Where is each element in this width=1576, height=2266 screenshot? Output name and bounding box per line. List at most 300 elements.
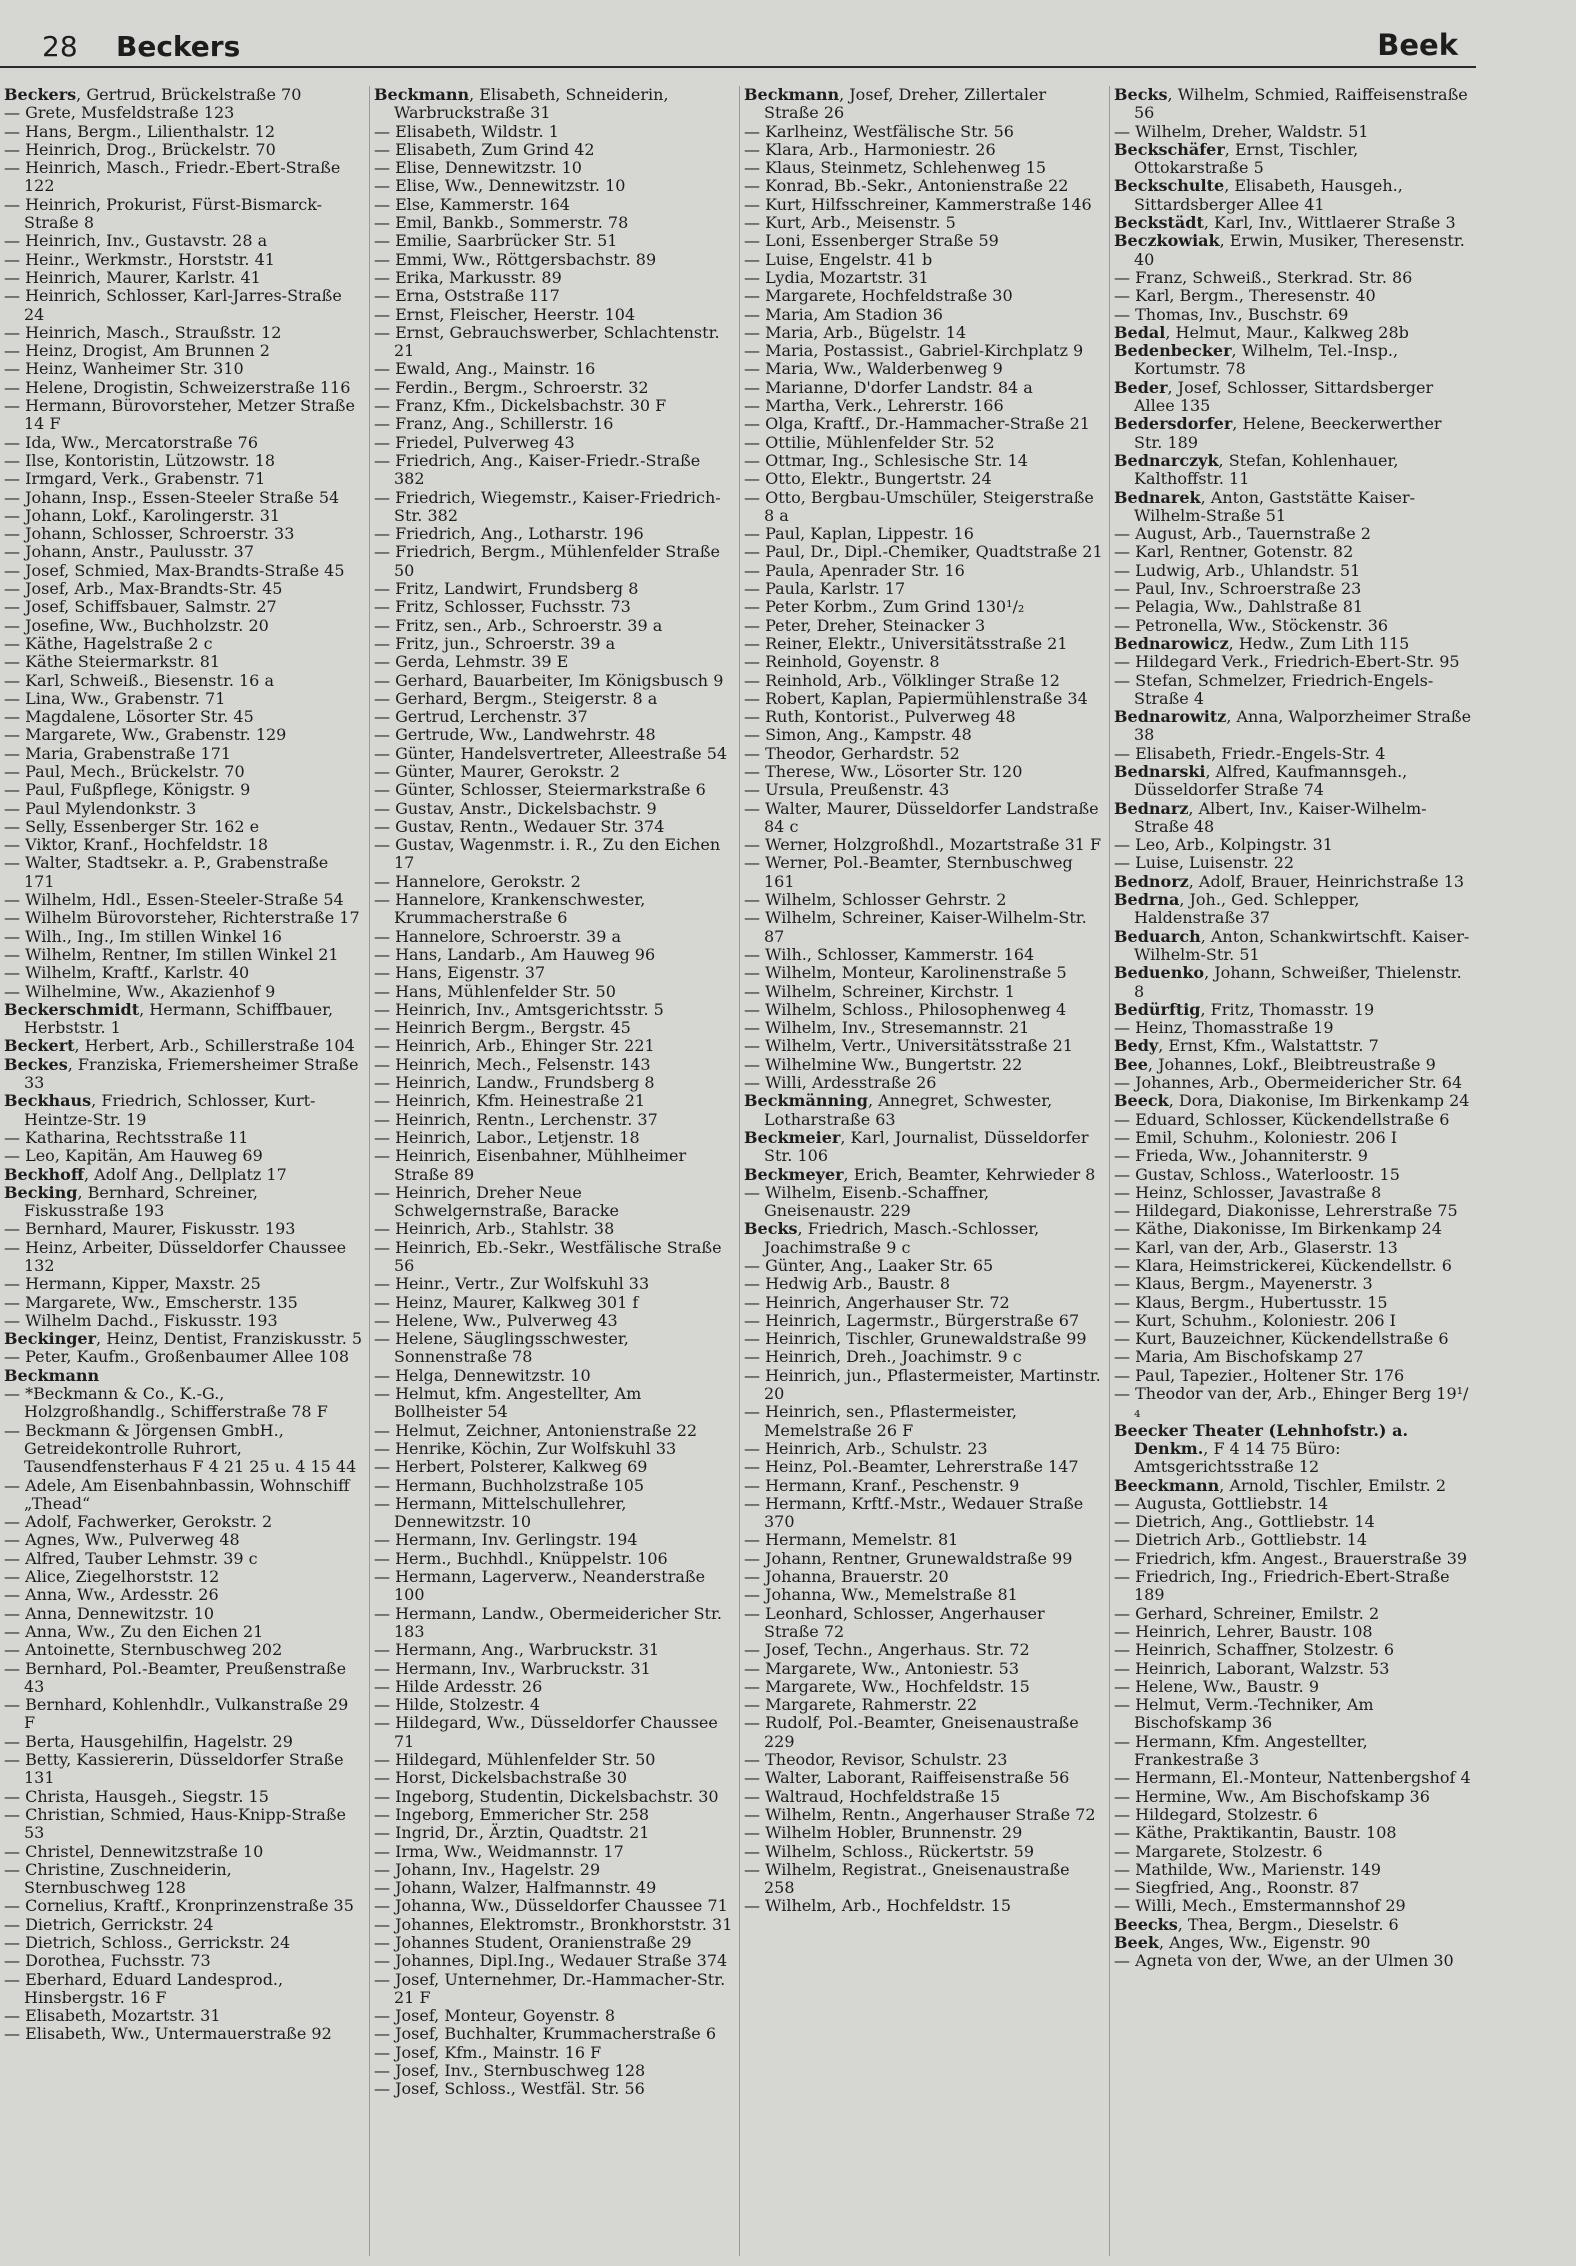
directory-entry: — Walter, Maurer, Düsseldorfer Landstraße 84 c [744, 798, 1099, 836]
directory-entry: — Hermann, Kfm. Angestellter, Frankestraße 3 [1114, 1731, 1368, 1770]
directory-entry: Beckers, Gertrud, Brückelstraße 70 [4, 86, 302, 104]
directory-entry: — Josef, Arb., Max-Brandts-Str. 45 [4, 579, 283, 599]
directory-entry: — Luise, Luisenstr. 22 [1114, 853, 1295, 873]
directory-entry: — Josef, Techn., Angerhaus. Str. 72 [744, 1640, 1030, 1660]
directory-entry: — Margarete, Stolzestr. 6 [1114, 1841, 1323, 1861]
directory-entry: — Martha, Verk., Lehrerstr. 166 [744, 396, 1004, 416]
directory-entry: — Gerda, Lehmstr. 39 E [374, 652, 569, 672]
directory-entry: — Wilhelm, Schreiner, Kaiser-Wilhelm-Str. 87 [744, 908, 1087, 946]
directory-entry: — Reinhold, Arb., Völklinger Straße 12 [744, 670, 1060, 690]
directory-entry: — Heinrich, Arb., Schulstr. 23 [744, 1438, 988, 1458]
directory-entry: — Anna, Ww., Zu den Eichen 21 [4, 1621, 264, 1641]
directory-entry: — Petronella, Ww., Stöckenstr. 36 [1114, 615, 1389, 635]
directory-entry: — Adele, Am Eisenbahnbassin, Wohnschiff „Thead“ [4, 1475, 350, 1513]
directory-entry: — Günter, Handelsvertreter, Alleestraße 54 [374, 743, 728, 763]
directory-entry: — Hermann, El.-Monteur, Nattenbergshof 4 [1114, 1768, 1471, 1788]
directory-entry: Beeckmann, Arnold, Tischler, Emilstr. 2 [1114, 1475, 1447, 1495]
directory-entry: Beduarch, Anton, Schankwirtschft. Kaiser-Wilhelm-Str. 51 [1114, 926, 1470, 964]
directory-entry: — Bernhard, Maurer, Fiskusstr. 193 [4, 1219, 296, 1239]
directory-entry: — Paul Mylendonkstr. 3 [4, 798, 197, 818]
directory-entry: — Olga, Kraftf., Dr.-Hammacher-Straße 21 [744, 414, 1090, 434]
directory-entry: — Wilhelm, Kraftf., Karlstr. 40 [4, 963, 250, 983]
directory-entry: — Günter, Maurer, Gerokstr. 2 [374, 761, 620, 781]
directory-entry: — Paula, Karlstr. 17 [744, 579, 906, 599]
directory-entry: — Wilhelm, Registrat., Gneisenaustraße 258 [744, 1859, 1070, 1898]
directory-entry: — Heinz, Thomasstraße 19 [1114, 1018, 1334, 1038]
directory-entry: — Heinrich, Schaffner, Stolzestr. 6 [1114, 1640, 1395, 1660]
directory-entry: — Wilhelm, Vertr., Universitätsstraße 21 [744, 1036, 1073, 1056]
directory-entry: — Gustav, Schloss., Waterloostr. 15 [1114, 1164, 1400, 1184]
directory-entry: — Wilhelm, Schlosser Gehrstr. 2 [744, 890, 1007, 910]
directory-entry: Becking, Bernhard, Schreiner, Fiskusstraße 193 [4, 1182, 258, 1221]
directory-entry: — Friedrich, kfm. Angest., Brauerstraße 39 [1114, 1548, 1468, 1568]
directory-entry: — Mathilde, Ww., Marienstr. 149 [1114, 1859, 1382, 1879]
directory-entry: — Heinrich, Laborant, Walzstr. 53 [1114, 1658, 1390, 1678]
directory-entry: — Johanna, Brauerstr. 20 [744, 1567, 949, 1587]
directory-entry: — Hermann, Memelstr. 81 [744, 1530, 959, 1550]
directory-entry: — Johanna, Ww., Memelstraße 81 [744, 1585, 1018, 1605]
directory-entry: — Werner, Pol.-Beamter, Sternbuschweg 161 [744, 853, 1073, 891]
directory-entry: — Käthe, Hagelstraße 2 c [4, 633, 213, 653]
directory-entry: — Maria, Am Bischofskamp 27 [1114, 1347, 1364, 1367]
directory-entry: — Hermann, Mittelschullehrer, Dennewitzstr. 10 [374, 1493, 627, 1532]
directory-entry: — Karl, Schweiß., Biesenstr. 16 a [4, 670, 274, 690]
directory-entry: — Heinrich, Prokurist, Fürst-Bismarck-Straße 8 [4, 194, 323, 233]
directory-entry: — Margarete, Hochfeldstraße 30 [744, 286, 1013, 306]
directory-entry: — Simon, Ang., Kampstr. 48 [744, 725, 972, 745]
directory-entry: — Johann, Lokf., Karolingerstr. 31 [4, 505, 281, 525]
directory-entry: — Wilh., Ing., Im stillen Winkel 16 [4, 926, 282, 946]
directory-entry: — Thomas, Inv., Buschstr. 69 [1114, 304, 1349, 324]
directory-entry: — Therese, Ww., Lösorter Str. 120 [744, 761, 1023, 781]
directory-entry: — Hedwig Arb., Baustr. 8 [744, 1274, 951, 1294]
directory-entry: — Rudolf, Pol.-Beamter, Gneisenaustraße 229 [744, 1713, 1079, 1751]
directory-entry: — Heinrich, Masch., Straußstr. 12 [4, 322, 282, 342]
directory-entry: — Elise, Ww., Dennewitzstr. 10 [374, 176, 626, 196]
directory-entry: — Elisabeth, Mozartstr. 31 [4, 2006, 221, 2026]
directory-entry: — Ottilie, Mühlenfelder Str. 52 [744, 432, 995, 452]
directory-entry: — Betty, Kassiererin, Düsseldorfer Straße 131 [4, 1750, 344, 1788]
directory-entry: — Heinz, Wanheimer Str. 310 [4, 359, 244, 379]
directory-entry: — Gustav, Rentn., Wedauer Str. 374 [374, 816, 665, 836]
directory-entry: Bedy, Ernst, Kfm., Walstattstr. 7 [1114, 1036, 1379, 1056]
directory-entry: — Heinrich, jun., Pflastermeister, Martinstr. 20 [744, 1365, 1101, 1404]
directory-entry: — Beckmann & Jörgensen GmbH., Getreidekontrolle Ruhrort, Tausendfensterhaus F 4 21 25 u. 4 15 44 [4, 1420, 357, 1477]
directory-entry: — Heinrich, Maurer, Karlstr. 41 [4, 267, 261, 287]
running-head-right: Beek [1377, 28, 1458, 62]
directory-entry: — Ida, Ww., Mercatorstraße 76 [4, 432, 258, 452]
directory-entry: Beecks, Thea, Bergm., Dieselstr. 6 [1114, 1914, 1399, 1934]
directory-entry: — Heinrich, sen., Pflastermeister, Memelstraße 26 F [744, 1402, 1017, 1440]
directory-entry: — Maria, Postassist., Gabriel-Kirchplatz 9 [744, 341, 1084, 361]
directory-entry: — Ursula, Preußenstr. 43 [744, 780, 950, 800]
directory-entry: — Fritz, jun., Schroerstr. 39 a [374, 633, 616, 653]
directory-entry: Beckhoff, Adolf Ang., Dellplatz 17 [4, 1164, 287, 1184]
directory-entry: — Lydia, Mozartstr. 31 [744, 267, 929, 287]
directory-entry: — Wilhelm, Hdl., Essen-Steeler-Straße 54 [4, 890, 344, 910]
directory-entry: — Josefine, Ww., Buchholzstr. 20 [4, 615, 269, 635]
directory-entry: — Kurt, Arb., Meisenstr. 5 [744, 213, 956, 233]
directory-entry: — Christel, Dennewitzstraße 10 [4, 1841, 264, 1861]
directory-entry: — Helmut, Zeichner, Antonienstraße 22 [374, 1420, 698, 1440]
directory-entry: — Friedrich, Ing., Friedrich-Ebert-Straße 189 [1114, 1567, 1450, 1605]
directory-entry: — Robert, Kaplan, Papiermühlenstraße 34 [744, 688, 1088, 708]
directory-entry: — Heinrich, Lagermstr., Bürgerstraße 67 [744, 1310, 1080, 1330]
directory-entry: — Elisabeth, Zum Grind 42 [374, 139, 595, 159]
directory-entry: — Wilhelmine, Ww., Akazienhof 9 [4, 981, 276, 1001]
directory-entry: — Helene, Ww., Baustr. 9 [1114, 1676, 1320, 1696]
directory-entry: — Heinrich, Rentn., Lerchenstr. 37 [374, 1109, 658, 1129]
directory-entry: — Klara, Arb., Harmoniestr. 26 [744, 139, 996, 159]
directory-entry: — Reinhold, Goyenstr. 8 [744, 652, 940, 672]
directory-entry: — Heinz, Arbeiter, Düsseldorfer Chaussee 132 [4, 1237, 347, 1275]
directory-entry: — Henrike, Köchin, Zur Wolfskuhl 33 [374, 1438, 677, 1458]
directory-entry: — Hannelore, Gerokstr. 2 [374, 871, 581, 891]
directory-entry: — Heinrich, Arb., Ehinger Str. 221 [374, 1036, 655, 1056]
directory-entry: — Maria, Arb., Bügelstr. 14 [744, 322, 967, 342]
directory-entry: — Josef, Inv., Sternbuschweg 128 [374, 2061, 646, 2081]
directory-entry: — Paul, Tapezier., Holtener Str. 176 [1114, 1365, 1405, 1385]
directory-entry: — Helene, Ww., Pulverweg 43 [374, 1310, 618, 1330]
directory-entry: Beeck, Dora, Diakonise, Im Birkenkamp 24 [1114, 1091, 1470, 1111]
directory-entry: — Paul, Inv., Schroerstraße 23 [1114, 579, 1362, 599]
directory-entry: — Josef, Buchhalter, Krummacherstraße 6 [374, 2024, 717, 2044]
directory-entry: — Franz, Ang., Schillerstr. 16 [374, 414, 614, 434]
directory-entry: — Ernst, Fleischer, Heerstr. 104 [374, 304, 636, 324]
directory-entry: — Irma, Ww., Weidmannstr. 17 [374, 1841, 624, 1861]
directory-entry: — Erika, Markusstr. 89 [374, 267, 562, 287]
directory-entry: — Hildegard, Stolzestr. 6 [1114, 1804, 1318, 1824]
directory-entry: — Herm., Buchhdl., Knüppelstr. 106 [374, 1548, 668, 1568]
directory-entry: — Hildegard Verk., Friedrich-Ebert-Str. 95 [1114, 652, 1460, 672]
directory-entry: — Heinrich, Dreh., Joachimstr. 9 c [744, 1347, 1022, 1367]
directory-entry: — Friedrich, Bergm., Mühlenfelder Straße 50 [374, 542, 720, 580]
directory-entry: — Heinrich, Schlosser, Karl-Jarres-Straße 24 [4, 286, 342, 324]
directory-entry: — Heinrich, Labor., Letjenstr. 18 [374, 1127, 640, 1147]
directory-entry: — Hans, Landarb., Am Hauweg 96 [374, 944, 656, 964]
directory-entry: — Paula, Apenrader Str. 16 [744, 560, 965, 580]
directory-entry: Beckerschmidt, Hermann, Schiffbauer, Herbststr. 1 [4, 999, 334, 1038]
directory-entry: — Hilde, Stolzestr. 4 [374, 1695, 541, 1715]
directory-entry: — Horst, Dickelsbachstraße 30 [374, 1768, 628, 1788]
directory-entry: — Ingeborg, Studentin, Dickelsbachstr. 30 [374, 1786, 719, 1806]
directory-entry: — Theodor van der, Arb., Ehinger Berg 19¹/₄ [1114, 1384, 1469, 1422]
directory-entry: — Günter, Schlosser, Steiermarkstraße 6 [374, 780, 706, 800]
directory-entry: — Dorothea, Fuchsstr. 73 [4, 1951, 211, 1971]
directory-entry: Beduenko, Johann, Schweißer, Thielenstr. 8 [1114, 963, 1462, 1001]
directory-entry: — Emmi, Ww., Röttgersbachstr. 89 [374, 249, 657, 269]
directory-entry: — Karl, Rentner, Gotenstr. 82 [1114, 542, 1354, 562]
directory-entry: — Friedrich, Wiegemstr., Kaiser-Friedrich-Str. 382 [374, 487, 721, 525]
directory-entry: — Johann, Insp., Essen-Steeler Straße 54 [4, 487, 340, 507]
directory-entry: — Heinrich, Eisenbahner, Mühlheimer Straße 89 [374, 1146, 687, 1184]
directory-entry: — Günter, Ang., Laaker Str. 65 [744, 1256, 994, 1275]
directory-entry: — Otto, Bergbau-Umschüler, Steigerstraße 8 a [744, 487, 1094, 525]
directory-entry: — Franz, Kfm., Dickelsbachstr. 30 F [374, 396, 667, 416]
directory-entry: Bednarowicz, Hedw., Zum Lith 115 [1114, 633, 1410, 653]
directory-entry: — Johanna, Ww., Düsseldorfer Chaussee 71 [374, 1896, 728, 1916]
directory-entry: Bedenbecker, Wilhelm, Tel.-Insp., Kortumstr. 78 [1114, 341, 1399, 379]
directory-entry: — Emil, Bankb., Sommerstr. 78 [374, 213, 629, 233]
directory-entry: — Käthe, Diakonisse, Im Birkenkamp 24 [1114, 1219, 1442, 1239]
directory-entry: — Hannelore, Krankenschwester, Krummacherstraße 6 [374, 890, 646, 928]
directory-entry: — Heinrich, Lehrer, Baustr. 108 [1114, 1621, 1373, 1641]
directory-entry: — Hans, Bergm., Lilienthalstr. 12 [4, 121, 276, 141]
directory-entry: Bedersdorfer, Helene, Beeckerwerther Str. 189 [1114, 414, 1442, 452]
column-1 [0, 86, 370, 2256]
directory-entry: Bednorz, Adolf, Brauer, Heinrichstraße 13 [1114, 871, 1465, 891]
directory-entry: Beckert, Herbert, Arb., Schillerstraße 104 [4, 1036, 355, 1056]
directory-entry: — Gerhard, Schreiner, Emilstr. 2 [1114, 1603, 1380, 1623]
directory-entry: — Hermine, Ww., Am Bischofskamp 36 [1114, 1786, 1430, 1806]
directory-entry: Bee, Johannes, Lokf., Bleibtreustraße 9 [1114, 1054, 1436, 1074]
directory-entry: — Ilse, Kontoristin, Lützowstr. 18 [4, 450, 276, 470]
directory-entry: — Johannes, Arb., Obermeidericher Str. 64 [1114, 1073, 1463, 1093]
directory-entry: — Reiner, Elektr., Universitätsstraße 21 [744, 633, 1068, 653]
directory-entry: — August, Arb., Tauernstraße 2 [1114, 524, 1371, 544]
directory-entry: — Hermann, Ang., Warbruckstr. 31 [374, 1640, 660, 1660]
directory-entry: — Konrad, Bb.-Sekr., Antonienstraße 22 [744, 176, 1069, 196]
directory-entry: — Christine, Zuschneiderin, Sternbuschweg 128 [4, 1859, 232, 1898]
directory-entry: — Hermann, Kipper, Maxstr. 25 [4, 1274, 261, 1294]
directory-entry: — Peter, Dreher, Steinacker 3 [744, 615, 986, 635]
directory-entry: — Johann, Inv., Hagelstr. 29 [374, 1859, 601, 1879]
page-number: 28 [42, 30, 78, 63]
directory-entry: — Hans, Mühlenfelder Str. 50 [374, 981, 616, 1001]
directory-entry: — Friedrich, Ang., Lotharstr. 196 [374, 524, 644, 544]
directory-entry: — Elise, Dennewitzstr. 10 [374, 158, 582, 178]
directory-entry: — Margarete, Ww., Antoniestr. 53 [744, 1658, 1019, 1678]
directory-entry: — Ferdin., Bergm., Schroerstr. 32 [374, 377, 649, 397]
directory-entry: — Gerhard, Bergm., Steigerstr. 8 a [374, 688, 658, 708]
directory-entry: Beckschulte, Elisabeth, Hausgeh., Sittardsberger Allee 41 [1114, 176, 1403, 214]
directory-entry: — Paul, Kaplan, Lippestr. 16 [744, 524, 974, 544]
directory-entry: — Stefan, Schmelzer, Friedrich-Engels-Straße 4 [1114, 670, 1434, 708]
directory-entry: — Paul, Dr., Dipl.-Chemiker, Quadtstraße 21 [744, 542, 1103, 562]
directory-entry: — Johann, Rentner, Grunewaldstraße 99 [744, 1548, 1073, 1568]
directory-entry: — Helga, Dennewitzstr. 10 [374, 1365, 591, 1385]
directory-entry: — Kurt, Bauzeichner, Kückendellstraße 6 [1114, 1329, 1449, 1349]
directory-entry: — Dietrich, Schloss., Gerrickstr. 24 [4, 1932, 291, 1952]
directory-entry: — Helmut, kfm. Angestellter, Am Bollheister 54 [374, 1384, 642, 1422]
directory-entry: — Berta, Hausgehilfin, Hagelstr. 29 [4, 1731, 293, 1751]
directory-entry: — Wilhelmine Ww., Bungertstr. 22 [744, 1054, 1023, 1074]
directory-entry: — Walter, Laborant, Raiffeisenstraße 56 [744, 1768, 1070, 1788]
directory-entry: — Dietrich, Ang., Gottliebstr. 14 [1114, 1512, 1375, 1532]
directory-entry: — Wilhelm Bürovorsteher, Richterstraße 17 [4, 908, 360, 928]
directory-entry: Beecker Theater (Lehnhofstr.) a. Denkm., F 4 14 75 Büro: Amtsgerichtsstraße 12 [1114, 1420, 1409, 1477]
directory-entry: — Josef, Schmied, Max-Brandts-Straße 45 [4, 560, 345, 580]
directory-entry: — Gustav, Wagenmstr. i. R., Zu den Eichen 17 [374, 835, 721, 873]
directory-entry: — Karl, van der, Arb., Glaserstr. 13 [1114, 1237, 1398, 1257]
column-2 [370, 86, 740, 2256]
directory-entry: — Friedel, Pulverweg 43 [374, 432, 575, 452]
directory-entry: — Heinrich, Inv., Gustavstr. 28 a [4, 231, 268, 251]
directory-entry: — Heinr., Werkmstr., Horststr. 41 [4, 249, 275, 269]
directory-entry: — Anna, Ww., Ardesstr. 26 [4, 1585, 219, 1605]
directory-entry: Beckschäfer, Ernst, Tischler, Ottokarstraße 5 [1114, 139, 1359, 178]
directory-entry: Beckes, Franziska, Friemersheimer Straße 33 [4, 1054, 359, 1093]
directory-entry: — Elisabeth, Wildstr. 1 [374, 121, 559, 141]
directory-entry: — Kurt, Hilfsschreiner, Kammerstraße 146 [744, 194, 1092, 214]
directory-entry: — Wilhelm, Inv., Stresemannstr. 21 [744, 1018, 1030, 1038]
directory-entry: — Bernhard, Pol.-Beamter, Preußenstraße 43 [4, 1658, 347, 1696]
directory-entry: — Ingrid, Dr., Ärztin, Quadtstr. 21 [374, 1823, 650, 1843]
directory-entry: Bedürftig, Fritz, Thomasstr. 19 [1114, 999, 1375, 1019]
directory-entry: — Pelagia, Ww., Dahlstraße 81 [1114, 597, 1364, 617]
directory-entry: — Johann, Walzer, Halfmannstr. 49 [374, 1878, 657, 1898]
directory-entry: — Franz, Schweiß., Sterkrad. Str. 86 [1114, 267, 1413, 287]
directory-entry: — Hans, Eigenstr. 37 [374, 963, 546, 983]
directory-entry: — Josef, Unternehmer, Dr.-Hammacher-Str. 21 F [374, 1969, 726, 2007]
directory-entry: — Johannes, Elektromstr., Bronkhorststr. 31 [374, 1914, 733, 1934]
directory-entry: — Antoinette, Sternbuschweg 202 [4, 1640, 283, 1660]
directory-entry: — Viktor, Kranf., Hochfeldstr. 18 [4, 835, 269, 855]
directory-entry: — Emil, Schuhm., Koloniestr. 206 I [1114, 1127, 1398, 1147]
directory-entry: — Josef, Monteur, Goyenstr. 8 [374, 2006, 616, 2026]
directory-entry: Bednarz, Albert, Inv., Kaiser-Wilhelm-Straße 48 [1114, 798, 1427, 836]
directory-entry: — Theodor, Gerhardstr. 52 [744, 743, 960, 763]
directory-entry: — Heinrich, Mech., Felsenstr. 143 [374, 1054, 651, 1074]
directory-entry: — Leo, Arb., Kolpingstr. 31 [1114, 835, 1333, 855]
directory-entry: — Fritz, Schlosser, Fuchsstr. 73 [374, 597, 631, 617]
directory-entry: — Willi, Mech., Emstermannshof 29 [1114, 1896, 1406, 1916]
directory-entry: — Eberhard, Eduard Landesprod., Hinsbergstr. 16 F [4, 1969, 284, 2007]
directory-entry: — Maria, Ww., Walderbenweg 9 [744, 359, 1003, 379]
directory-entry: Beckmeyer, Erich, Beamter, Kehrwieder 8 [744, 1164, 1096, 1184]
directory-entry: — Friedrich, Ang., Kaiser-Friedr.-Straße 382 [374, 450, 701, 489]
directory-entry: — Josef, Schiffsbauer, Salmstr. 27 [4, 597, 277, 617]
directory-entry: — Ruth, Kontorist., Pulverweg 48 [744, 707, 1016, 727]
directory-entry: — Dietrich Arb., Gottliebstr. 14 [1114, 1530, 1368, 1550]
directory-entry: — Hannelore, Schroerstr. 39 a [374, 926, 622, 946]
directory-entry: — Fritz, Landwirt, Frundsberg 8 [374, 579, 639, 599]
directory-entry: — Ewald, Ang., Mainstr. 16 [374, 359, 596, 379]
directory-entry: Beckmann, Elisabeth, Schneiderin, Warbruckstraße 31 [374, 86, 669, 123]
directory-entry: — Siegfried, Ang., Roonstr. 87 [1114, 1878, 1360, 1898]
directory-entry: — Klara, Heimstrickerei, Kückendellstr. 6 [1114, 1256, 1452, 1275]
directory-entry: — Karl, Bergm., Theresenstr. 40 [1114, 286, 1376, 306]
directory-entry: — Heinrich, Tischler, Grunewaldstraße 99 [744, 1329, 1087, 1349]
directory-entry: — Leonhard, Schlosser, Angerhauser Straße 72 [744, 1603, 1045, 1641]
directory-entry: — Werner, Holzgroßhdl., Mozartstraße 31 F [744, 835, 1102, 855]
directory-entry: Beckstädt, Karl, Inv., Wittlaerer Straße 3 [1114, 213, 1456, 233]
directory-entry: — Helene, Drogistin, Schweizerstraße 116 [4, 377, 351, 397]
directory-entry: — Irmgard, Verk., Grabenstr. 71 [4, 469, 266, 489]
directory-entry: — Hermann, Landw., Obermeidericher Str. 183 [374, 1603, 722, 1641]
directory-entry: — Loni, Essenberger Straße 59 [744, 231, 999, 251]
directory-entry: — Maria, Grabenstraße 171 [4, 743, 232, 763]
directory-entry: — Fritz, sen., Arb., Schroerstr. 39 a [374, 615, 663, 635]
directory-entry: — Theodor, Revisor, Schulstr. 23 [744, 1750, 1008, 1770]
directory-entry: Bednarowitz, Anna, Walporzheimer Straße 38 [1114, 707, 1472, 745]
directory-entry: — Hilde Ardesstr. 26 [374, 1676, 543, 1696]
directory-entry: — Leo, Kapitän, Am Hauweg 69 [4, 1146, 263, 1166]
directory-columns [0, 86, 1480, 2256]
directory-entry: Beder, Josef, Schlosser, Sittardsberger Allee 135 [1114, 377, 1434, 416]
directory-entry: Beczkowiak, Erwin, Musiker, Theresenstr. 40 [1114, 231, 1465, 269]
directory-entry: — Marianne, D'dorfer Landstr. 84 a [744, 377, 1033, 397]
directory-entry: — Heinrich, Inv., Amtsgerichtsstr. 5 [374, 999, 664, 1019]
directory-entry: Becks, Wilhelm, Schmied, Raiffeisenstraße 56 [1114, 86, 1468, 123]
directory-entry: — Dietrich, Gerrickstr. 24 [4, 1914, 214, 1934]
directory-entry: — Walter, Stadtsekr. a. P., Grabenstraße 171 [4, 853, 329, 891]
directory-entry: — Waltraud, Hochfeldstraße 15 [744, 1786, 1001, 1806]
directory-entry: — Heinrich Bergm., Bergstr. 45 [374, 1018, 631, 1038]
directory-entry: Bednarek, Anton, Gaststätte Kaiser-Wilhelm-Straße 51 [1114, 487, 1416, 525]
directory-entry: — Anna, Dennewitzstr. 10 [4, 1603, 215, 1623]
directory-entry: — Heinrich, Landw., Frundsberg 8 [374, 1073, 655, 1093]
directory-entry: — Johann, Anstr., Paulusstr. 37 [4, 542, 254, 562]
directory-entry: — Hermann, Lagerverw., Neanderstraße 100 [374, 1567, 706, 1605]
directory-entry: — Peter Korbm., Zum Grind 130¹/₂ [744, 597, 1025, 617]
directory-entry: — Cornelius, Kraftf., Kronprinzenstraße 35 [4, 1896, 354, 1916]
directory-entry: — Margarete, Rahmerstr. 22 [744, 1695, 978, 1715]
directory-entry: — Margarete, Ww., Emscherstr. 135 [4, 1292, 298, 1312]
directory-entry: — Käthe Steiermarkstr. 81 [4, 652, 221, 672]
directory-entry: — Otto, Elektr., Bungertstr. 24 [744, 469, 992, 489]
directory-entry: — Luise, Engelstr. 41 b [744, 249, 933, 269]
directory-entry: — Frieda, Ww., Johanniterstr. 9 [1114, 1146, 1368, 1166]
directory-entry: — Heinz, Maurer, Kalkweg 301 f [374, 1292, 639, 1312]
directory-entry: — Alice, Ziegelhorststr. 12 [4, 1567, 220, 1587]
directory-entry: — Klaus, Bergm., Mayenerstr. 3 [1114, 1274, 1373, 1294]
directory-entry: — Christian, Schmied, Haus-Knipp-Straße 53 [4, 1804, 346, 1843]
directory-entry: Beek, Anges, Ww., Eigenstr. 90 [1114, 1932, 1371, 1952]
directory-entry: Becks, Friedrich, Masch.-Schlosser, Joachimstraße 9 c [744, 1219, 1040, 1257]
directory-entry: — Ingeborg, Emmericher Str. 258 [374, 1804, 650, 1824]
directory-entry: Bednarczyk, Stefan, Kohlenhauer, Kalthoffstr. 11 [1114, 450, 1399, 489]
directory-entry: — Johannes Student, Oranienstraße 29 [374, 1932, 692, 1952]
directory-entry: — Heinrich, Masch., Friedr.-Ebert-Straße 122 [4, 158, 341, 196]
directory-entry: — Herbert, Polsterer, Kalkweg 69 [374, 1457, 648, 1477]
directory-entry: — Heinrich, Arb., Stahlstr. 38 [374, 1219, 615, 1239]
directory-entry: — Wilhelm, Monteur, Karolinenstraße 5 [744, 963, 1067, 983]
directory-entry: — Wilhelm, Schloss., Rückertstr. 59 [744, 1841, 1034, 1861]
directory-entry: — *Beckmann & Co., K.-G., Holzgroßhandlg., Schifferstraße 78 F [4, 1384, 328, 1422]
directory-entry: — Heinz, Pol.-Beamter, Lehrerstraße 147 [744, 1457, 1079, 1477]
directory-entry: — Josef, Schloss., Westfäl. Str. 56 [374, 2079, 645, 2099]
directory-entry: — Hildegard, Diakonisse, Lehrerstraße 75 [1114, 1201, 1458, 1221]
column-4 [1110, 86, 1480, 2256]
directory-entry: Bedrna, Joh., Ged. Schlepper, Haldenstraße 37 [1114, 890, 1360, 928]
directory-entry: — Käthe, Praktikantin, Baustr. 108 [1114, 1823, 1397, 1843]
directory-entry: — Heinz, Schlosser, Javastraße 8 [1114, 1182, 1382, 1202]
directory-entry: — Ernst, Gebrauchswerber, Schlachtenstr. 21 [374, 322, 720, 361]
directory-entry: — Heinrich, Eb.-Sekr., Westfälische Straße 56 [374, 1237, 722, 1275]
directory-entry: — Adolf, Fachwerker, Gerokstr. 2 [4, 1512, 273, 1532]
directory-entry: — Hildegard, Mühlenfelder Str. 50 [374, 1750, 656, 1770]
directory-entry: — Willi, Ardesstraße 26 [744, 1073, 937, 1093]
directory-entry: — Hermann, Buchholzstraße 105 [374, 1475, 645, 1495]
directory-entry: — Selly, Essenberger Str. 162 e [4, 816, 260, 836]
directory-entry: — Heinrich, Dreher Neue Schwelgernstraße, Baracke [374, 1182, 619, 1221]
directory-entry: — Lina, Ww., Grabenstr. 71 [4, 688, 226, 708]
directory-entry: — Margarete, Ww., Hochfeldstr. 15 [744, 1676, 1030, 1696]
directory-entry: — Karlheinz, Westfälische Str. 56 [744, 121, 1014, 141]
directory-entry: — Johannes, Dipl.Ing., Wedauer Straße 374 [374, 1951, 728, 1971]
directory-entry: — Grete, Musfeldstraße 123 [4, 103, 235, 123]
directory-entry: — Else, Kammerstr. 164 [374, 194, 570, 214]
directory-entry: — Wilhelm, Schreiner, Kirchstr. 1 [744, 981, 1015, 1001]
directory-entry: — Heinrich, Kfm. Heinestraße 21 [374, 1091, 646, 1111]
directory-entry: — Christa, Hausgeh., Siegstr. 15 [4, 1786, 269, 1806]
directory-entry: — Heinrich, Drog., Brückelstr. 70 [4, 139, 276, 159]
directory-entry: — Alfred, Tauber Lehmstr. 39 c [4, 1548, 258, 1568]
directory-entry: — Hermann, Inv., Warbruckstr. 31 [374, 1658, 651, 1678]
directory-entry: — Helene, Säuglingsschwester, Sonnenstraße 78 [374, 1329, 629, 1367]
directory-entry: — Paul, Fußpflege, Königstr. 9 [4, 780, 251, 800]
